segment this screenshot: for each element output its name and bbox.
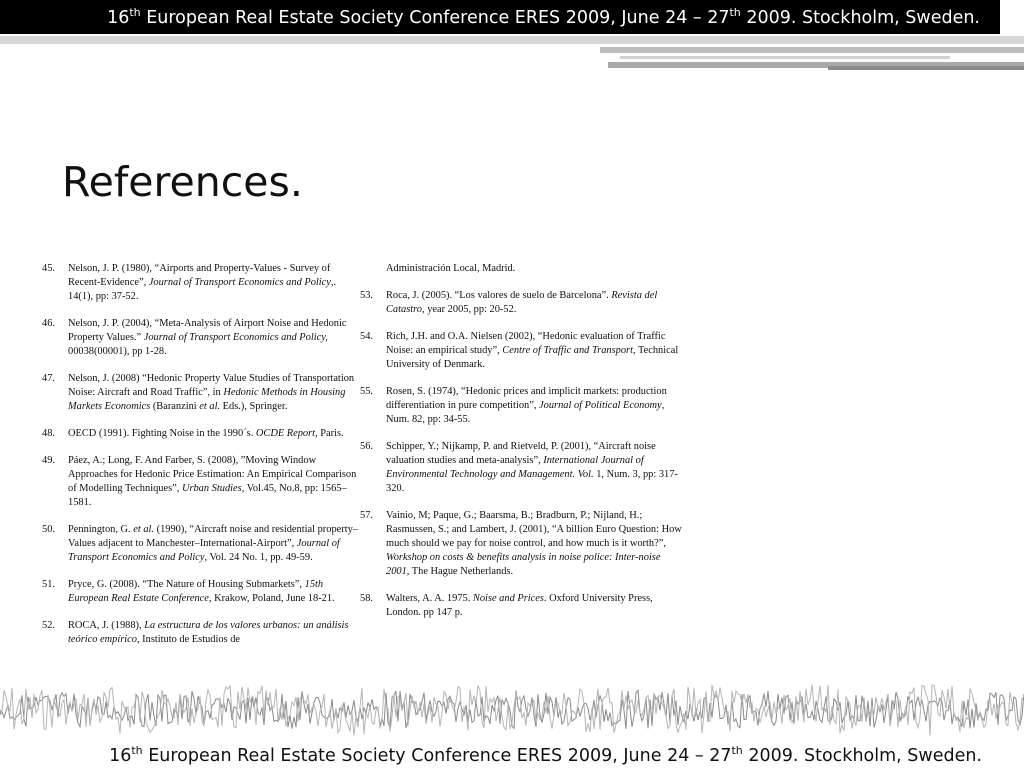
page-title: References. bbox=[62, 158, 303, 206]
reference-number: 55. bbox=[360, 386, 373, 397]
reference-text: Vainio, M; Paque, G.; Baarsma, B.; Bradburn, P.; Nijland, H.; Rasmussen, S.; and Lambert, J. (2001), “A billion Euro Question: How much should we pay for noise control, and how much is it worth?”, Workshop on costs & benefits analysis in noise police: Inter-noise 2001, The Hague Netherlands. bbox=[386, 510, 682, 577]
reference-item bbox=[360, 592, 682, 620]
reference-text: Walters, A. A. 1975. Noise and Prices. Oxford University Press, London. pp 147 p. bbox=[386, 593, 653, 618]
reference-text: Schipper, Y.; Nijkamp, P. and Rietveld, P. (2001), “Aircraft noise valuation studies and meta-analysis”, International Journal of Environmental Technology and Management. Vol. 1, Num. 3, pp: 317-320. bbox=[386, 441, 678, 494]
reference-number: 52. bbox=[42, 620, 55, 631]
reference-text: ROCA, J. (1988), La estructura de los valores urbanos: un análisis teórico empírico, Instituto de Estudios de bbox=[68, 620, 349, 645]
reference-text: Nelson, J. (2008) “Hedonic Property Value Studies of Transportation Noise: Aircraft and Road Traffic”, in Hedonic Methods in Housing Markets Economics (Baranzini et al. Eds.), Springer. bbox=[68, 373, 355, 412]
reference-number: 48. bbox=[42, 428, 55, 439]
reference-number: 56. bbox=[360, 441, 373, 452]
reference-number: 45. bbox=[42, 263, 55, 274]
reference-item bbox=[360, 509, 682, 579]
decorative-stripe bbox=[828, 66, 1024, 70]
reference-text: OECD (1991). Fighting Noise in the 1990´s. OCDE Report, Paris. bbox=[68, 428, 344, 439]
references-column-left bbox=[42, 262, 360, 647]
reference-number: 46. bbox=[42, 318, 55, 329]
references-column-right bbox=[360, 262, 682, 633]
decorative-stripe bbox=[600, 47, 1024, 53]
reference-item bbox=[360, 385, 682, 427]
reference-item bbox=[42, 523, 360, 565]
reference-text: Nelson, J. P. (1980), “Airports and Property-Values - Survey of Recent-Evidence”, Journal of Transport Economics and Policy,. 14(1), pp: 37-52. bbox=[68, 263, 337, 302]
reference-number: 49. bbox=[42, 455, 55, 466]
reference-text: Roca, J. (2005). “Los valores de suelo de Barcelona”. Revista del Catastro, year 2005, pp: 20-52. bbox=[386, 290, 658, 315]
reference-number: 58. bbox=[360, 593, 373, 604]
reference-number: 47. bbox=[42, 373, 55, 384]
reference-item bbox=[360, 440, 682, 496]
reference-item bbox=[42, 578, 360, 606]
reference-number: 54. bbox=[360, 331, 373, 342]
reference-number: 57. bbox=[360, 510, 373, 521]
reference-item bbox=[42, 262, 360, 304]
reference-number: 50. bbox=[42, 524, 55, 535]
reference-text: Nelson, J. P. (2004), “Meta-Analysis of Airport Noise and Hedonic Property Values.” Journal of Transport Economics and Policy, 00038(00001), pp 1-28. bbox=[68, 318, 347, 357]
waveform-decoration bbox=[0, 680, 1024, 740]
reference-text: Rich, J.H. and O.A. Nielsen (2002), “Hedonic evaluation of Traffic Noise: an empirical study”, Centre of Traffic and Transport, Technical University of Denmark. bbox=[386, 331, 679, 370]
reference-item bbox=[42, 454, 360, 510]
decorative-stripe bbox=[0, 36, 1024, 44]
top-banner bbox=[0, 0, 1000, 34]
reference-text: Pryce, G. (2008). “The Nature of Housing Submarkets”, 15th European Real Estate Conference, Krakow, Poland, June 18-21. bbox=[68, 579, 335, 604]
reference-continuation: Administración Local, Madrid. bbox=[386, 263, 516, 274]
decorative-stripe bbox=[620, 56, 950, 59]
reference-number: 53. bbox=[360, 290, 373, 301]
reference-item bbox=[42, 427, 360, 441]
reference-item bbox=[42, 372, 360, 414]
reference-item bbox=[360, 289, 682, 317]
reference-text: Rosen, S. (1974), “Hedonic prices and implicit markets: production differentiation in pure competition”, Journal of Political Economy, Num. 82, pp: 34-55. bbox=[386, 386, 667, 425]
reference-item bbox=[42, 317, 360, 359]
reference-text: Páez, A.; Long, F. And Farber, S. (2008), ”Moving Window Approaches for Hedonic Price Estimation: An Empirical Comparison of Modelling Techniques”, Urban Studies, Vol.45, No.8, pp: 1565–1581. bbox=[68, 455, 357, 508]
reference-item bbox=[42, 619, 360, 647]
reference-text: Pennington, G. et al. (1990), “Aircraft noise and residential property–Values adjacent to Manchester–International-Airport”, Journal of Transport Economics and Policy, Vol. 24 No. 1, pp. 49-59. bbox=[68, 524, 359, 563]
reference-number: 51. bbox=[42, 579, 55, 590]
banner-text: 16th European Real Estate Society Conference ERES 2009, June 24 – 27th 2009. Stockholm, Sweden. bbox=[107, 6, 980, 28]
footer bbox=[0, 741, 1024, 768]
footer-text: 16th European Real Estate Society Conference ERES 2009, June 24 – 27th 2009. Stockholm, Sweden. bbox=[109, 743, 982, 766]
reference-item bbox=[360, 330, 682, 372]
